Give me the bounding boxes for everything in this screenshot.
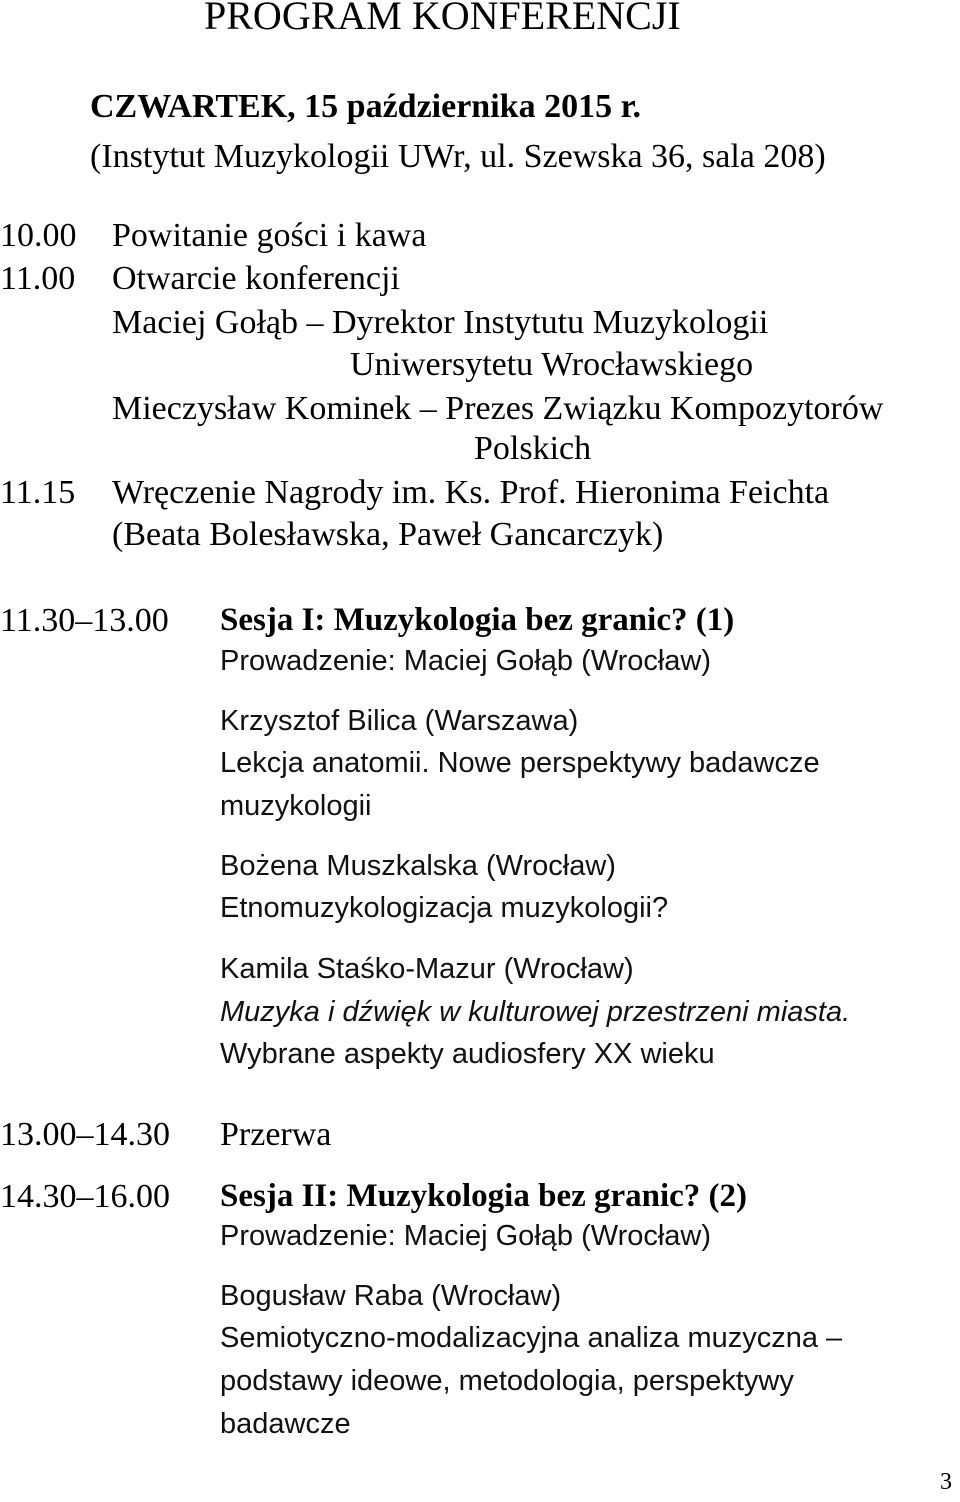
talk-title: Wybrane aspekty audiosfery XX wieku xyxy=(220,1038,715,1070)
talk-title: badawcze xyxy=(220,1408,351,1440)
day-heading: CZWARTEK, 15 października 2015 r. xyxy=(90,88,642,125)
opening-speech-line: Polskich xyxy=(474,430,592,467)
schedule-text: Powitanie gości i kawa xyxy=(112,217,427,254)
award-people: (Beata Bolesławska, Paweł Gancarczyk) xyxy=(112,516,664,553)
page-number: 3 xyxy=(940,1469,952,1495)
session-title: Sesja II: Muzykologia bez granic? (2) xyxy=(220,1178,748,1214)
session-chair: Prowadzenie: Maciej Gołąb (Wrocław) xyxy=(220,1220,712,1252)
break-time: 13.00–14.30 xyxy=(0,1116,170,1153)
talk-title: Semiotyczno-modalizacyjna analiza muzyczna – xyxy=(220,1322,843,1354)
schedule-time: 11.15 xyxy=(0,474,76,511)
talk-title: Muzyka i dźwięk w kulturowej przestrzeni miasta. xyxy=(220,996,851,1028)
talk-speaker: Kamila Staśko-Mazur (Wrocław) xyxy=(220,953,634,985)
schedule-text: Otwarcie konferencji xyxy=(112,260,400,297)
opening-speech-line: Mieczysław Kominek – Prezes Związku Kompozytorów xyxy=(112,390,884,427)
day-venue: (Instytut Muzykologii UWr, ul. Szewska 36, sala 208) xyxy=(90,138,826,175)
session-chair: Prowadzenie: Maciej Gołąb (Wrocław) xyxy=(220,645,712,677)
break-text: Przerwa xyxy=(220,1116,332,1153)
opening-speech-line: Maciej Gołąb – Dyrektor Instytutu Muzykologii xyxy=(112,304,769,341)
talk-speaker: Krzysztof Bilica (Warszawa) xyxy=(220,705,579,737)
session-time: 11.30–13.00 xyxy=(0,602,169,639)
session-time: 14.30–16.00 xyxy=(0,1178,170,1215)
talk-title: Lekcja anatomii. Nowe perspektywy badawcze xyxy=(220,747,820,779)
talk-speaker: Bogusław Raba (Wrocław) xyxy=(220,1280,562,1312)
page-title: PROGRAM KONFERENCJI xyxy=(204,0,681,38)
talk-title: muzykologii xyxy=(220,790,372,822)
schedule-time: 11.00 xyxy=(0,260,76,297)
schedule-text: Wręczenie Nagrody im. Ks. Prof. Hieronima Feichta xyxy=(112,474,830,511)
talk-title: Etnomuzykologizacja muzykologii? xyxy=(220,892,669,924)
schedule-time: 10.00 xyxy=(0,217,77,254)
talk-title: podstawy ideowe, metodologia, perspektywy xyxy=(220,1365,794,1397)
talk-speaker: Bożena Muszkalska (Wrocław) xyxy=(220,850,616,882)
opening-speech-line: Uniwersytetu Wrocławskiego xyxy=(350,346,754,383)
session-title: Sesja I: Muzykologia bez granic? (1) xyxy=(220,602,735,638)
